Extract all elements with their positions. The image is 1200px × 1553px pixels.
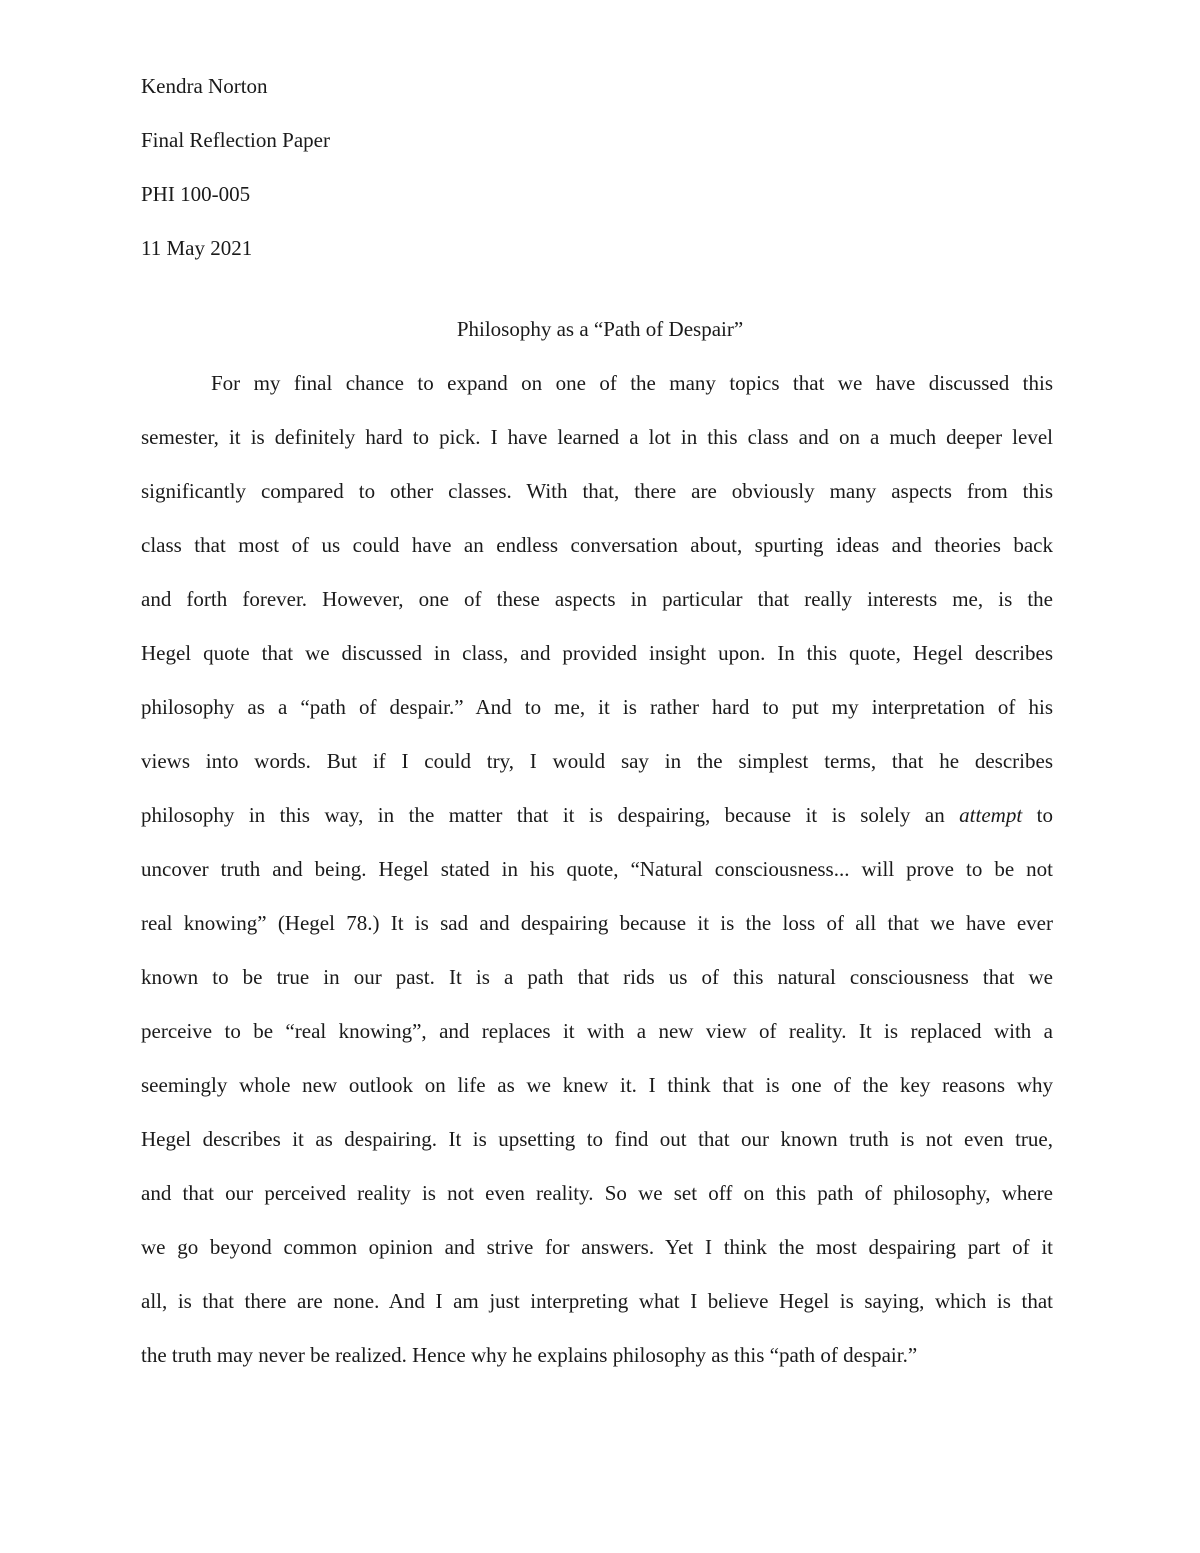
assignment-title: Final Reflection Paper bbox=[141, 128, 330, 152]
paragraph-line: and forth forever. However, one of these aspects in particular that really interests me, is the bbox=[141, 587, 1053, 611]
line-text: to bbox=[1022, 803, 1053, 827]
paragraph-line: real knowing” (Hegel 78.) It is sad and despairing because it is the loss of all that we have ever bbox=[141, 911, 1053, 935]
paragraph-line: uncover truth and being. Hegel stated in his quote, “Natural consciousness... will prove to be not bbox=[141, 857, 1053, 881]
paper-date: 11 May 2021 bbox=[141, 236, 253, 260]
paragraph-line: the truth may never be realized. Hence why he explains philosophy as this “path of despair.” bbox=[141, 1343, 918, 1367]
paragraph-line: all, is that there are none. And I am just interpreting what I believe Hegel is saying, which is that bbox=[141, 1289, 1053, 1313]
paragraph-line: For my final chance to expand on one of the many topics that we have discussed this bbox=[211, 371, 1053, 395]
paragraph-line: Hegel quote that we discussed in class, and provided insight upon. In this quote, Hegel describes bbox=[141, 641, 1053, 665]
paragraph-line: and that our perceived reality is not even reality. So we set off on this path of philosophy, where bbox=[141, 1181, 1053, 1205]
paragraph-line: philosophy as a “path of despair.” And to me, it is rather hard to put my interpretation of his bbox=[141, 695, 1053, 719]
paragraph-line bbox=[141, 802, 1053, 828]
author-name: Kendra Norton bbox=[141, 74, 268, 98]
paragraph-line: perceive to be “real knowing”, and replaces it with a new view of reality. It is replaced with a bbox=[141, 1019, 1053, 1043]
emphasized-word: attempt bbox=[959, 803, 1023, 827]
paragraph-line: significantly compared to other classes. With that, there are obviously many aspects from this bbox=[141, 479, 1053, 503]
paragraph-line: Hegel describes it as despairing. It is upsetting to find out that our known truth is not even true, bbox=[141, 1127, 1053, 1151]
course-code: PHI 100-005 bbox=[141, 182, 251, 206]
paragraph-line: views into words. But if I could try, I would say in the simplest terms, that he describes bbox=[141, 749, 1053, 773]
paragraph-line: known to be true in our past. It is a path that rids us of this natural consciousness that we bbox=[141, 965, 1053, 989]
paragraph-line: semester, it is definitely hard to pick. I have learned a lot in this class and on a much deeper level bbox=[141, 425, 1053, 449]
paragraph-line: we go beyond common opinion and strive for answers. Yet I think the most despairing part of it bbox=[141, 1235, 1053, 1259]
paragraph-line: class that most of us could have an endless conversation about, spurting ideas and theories back bbox=[141, 533, 1053, 557]
paragraph-line: seemingly whole new outlook on life as we knew it. I think that is one of the key reasons why bbox=[141, 1073, 1053, 1097]
paper-title: Philosophy as a “Path of Despair” bbox=[456, 317, 744, 341]
line-text: philosophy in this way, in the matter that it is despairing, because it is solely an bbox=[141, 803, 960, 827]
